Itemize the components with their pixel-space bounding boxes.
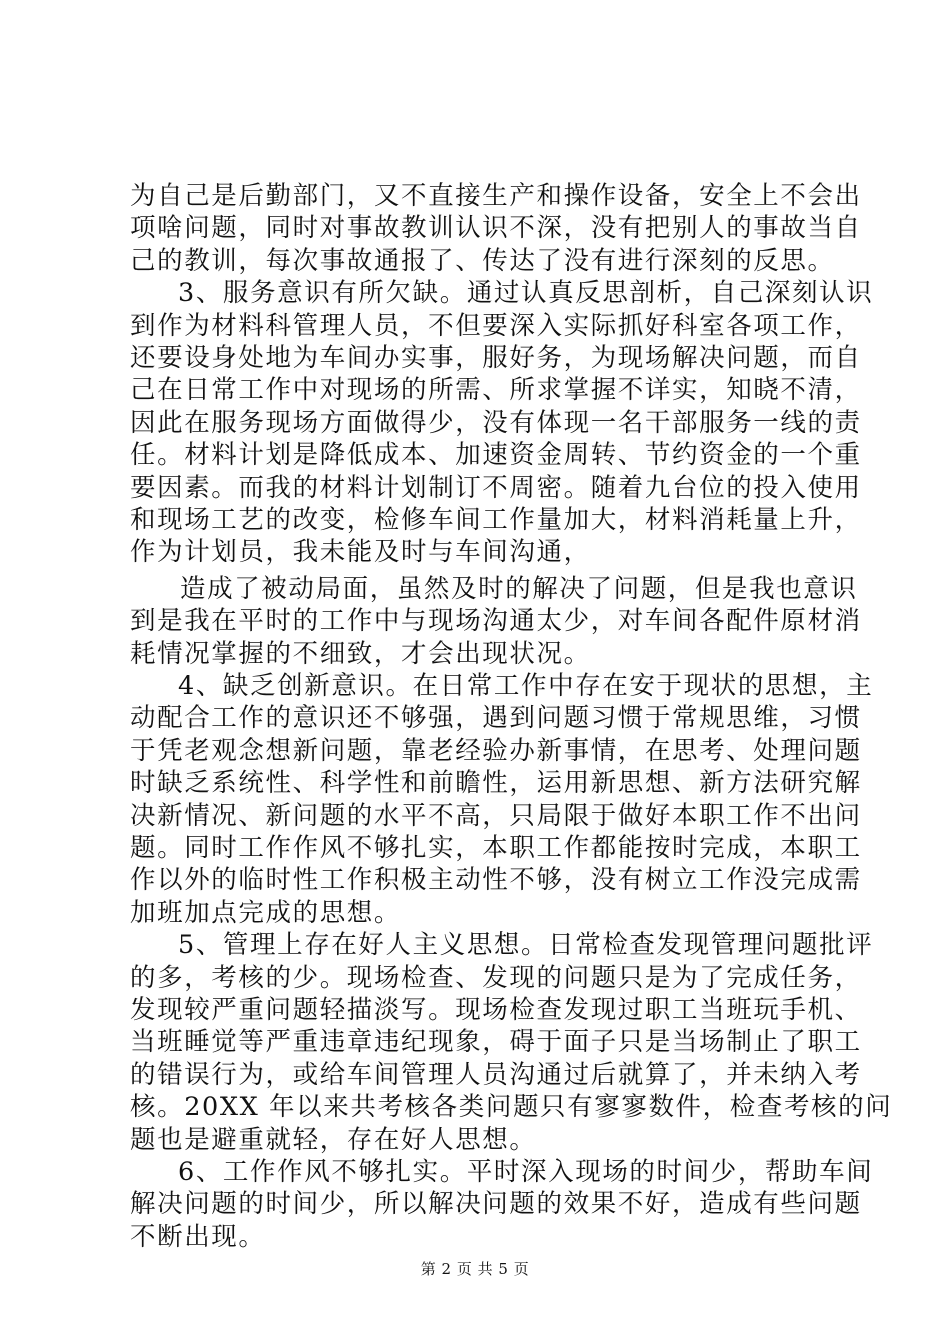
text-line: 作为计划员，我未能及时与车间沟通，	[130, 537, 591, 568]
text-line: 造成了被动局面，虽然及时的解决了问题，但是我也意识	[180, 573, 858, 604]
text-line: 3、服务意识有所欠缺。通过认真反思剖析，自己深刻认识	[178, 278, 874, 309]
text-line: 加班加点完成的思想。	[130, 897, 402, 928]
text-line: 要因素。而我的材料计划制订不周密。随着九台位的投入使用	[130, 472, 862, 503]
text-line: 解决问题的时间少，所以解决问题的效果不好，造成有些问题	[130, 1189, 862, 1220]
text-line: 作以外的临时性工作积极主动性不够，没有树立工作没完成需	[130, 865, 862, 896]
text-line: 的错误行为，或给车间管理人员沟通过后就算了，并未纳入考	[130, 1059, 862, 1090]
text-line: 己在日常工作中对现场的所需、所求掌握不详实，知晓不清，	[130, 375, 862, 406]
text-line: 当班睡觉等严重违章违纪现象，碍于面子只是当场制止了职工	[130, 1027, 862, 1058]
text-line: 不断出现。	[130, 1221, 266, 1252]
page-number-footer: 第 2 页 共 5 页	[420, 1260, 530, 1279]
text-line: 4、缺乏创新意识。在日常工作中存在安于现状的思想，主	[178, 671, 874, 701]
text-line: 己的教训，每次事故通报了、传达了没有进行深刻的反思。	[130, 245, 835, 276]
text-line: 耗情况掌握的不细致，才会出现状况。	[130, 638, 591, 669]
text-line: 时缺乏系统性、科学性和前瞻性，运用新思想、新方法研究解	[130, 768, 862, 799]
text-line: 项啥问题，同时对事故教训认识不深，没有把别人的事故当自	[130, 213, 862, 244]
text-line: 核。20XX 年以来共考核各类问题只有寥寥数件，检查考核的问	[130, 1092, 893, 1123]
text-line: 决新情况、新问题的水平不高，只局限于做好本职工作不出问	[130, 800, 862, 831]
text-line: 和现场工艺的改变，检修车间工作量加大，材料消耗量上升，	[130, 505, 862, 535]
text-line: 于凭老观念想新问题，靠老经验办新事情，在思考、处理问题	[130, 735, 862, 766]
text-line: 动配合工作的意识还不够强，遇到问题习惯于常规思维，习惯	[130, 703, 862, 734]
text-line: 为自己是后勤部门，又不直接生产和操作设备，安全上不会出	[130, 181, 862, 211]
text-line: 因此在服务现场方面做得少，没有体现一名干部服务一线的责	[130, 407, 862, 438]
text-line: 还要设身处地为车间办实事，服好务，为现场解决问题，而自	[130, 343, 862, 373]
text-line: 任。材料计划是降低成本、加速资金周转、节约资金的一个重	[130, 440, 862, 471]
text-line: 的多，考核的少。现场检查、发现的问题只是为了完成任务，	[130, 962, 862, 993]
text-line: 6、工作作风不够扎实。平时深入现场的时间少，帮助车间	[178, 1157, 874, 1187]
text-line: 题也是避重就轻，存在好人思想。	[130, 1124, 537, 1155]
text-line: 到作为材料科管理人员，不但要深入实际抓好科室各项工作，	[130, 310, 862, 341]
text-line: 发现较严重问题轻描淡写。现场检查发现过职工当班玩手机、	[130, 995, 862, 1025]
text-line: 到是我在平时的工作中与现场沟通太少，对车间各配件原材消	[130, 606, 862, 637]
text-line: 5、管理上存在好人主义思想。日常检查发现管理问题批评	[178, 930, 874, 961]
text-line: 题。同时工作作风不够扎实，本职工作都能按时完成，本职工	[130, 833, 862, 863]
